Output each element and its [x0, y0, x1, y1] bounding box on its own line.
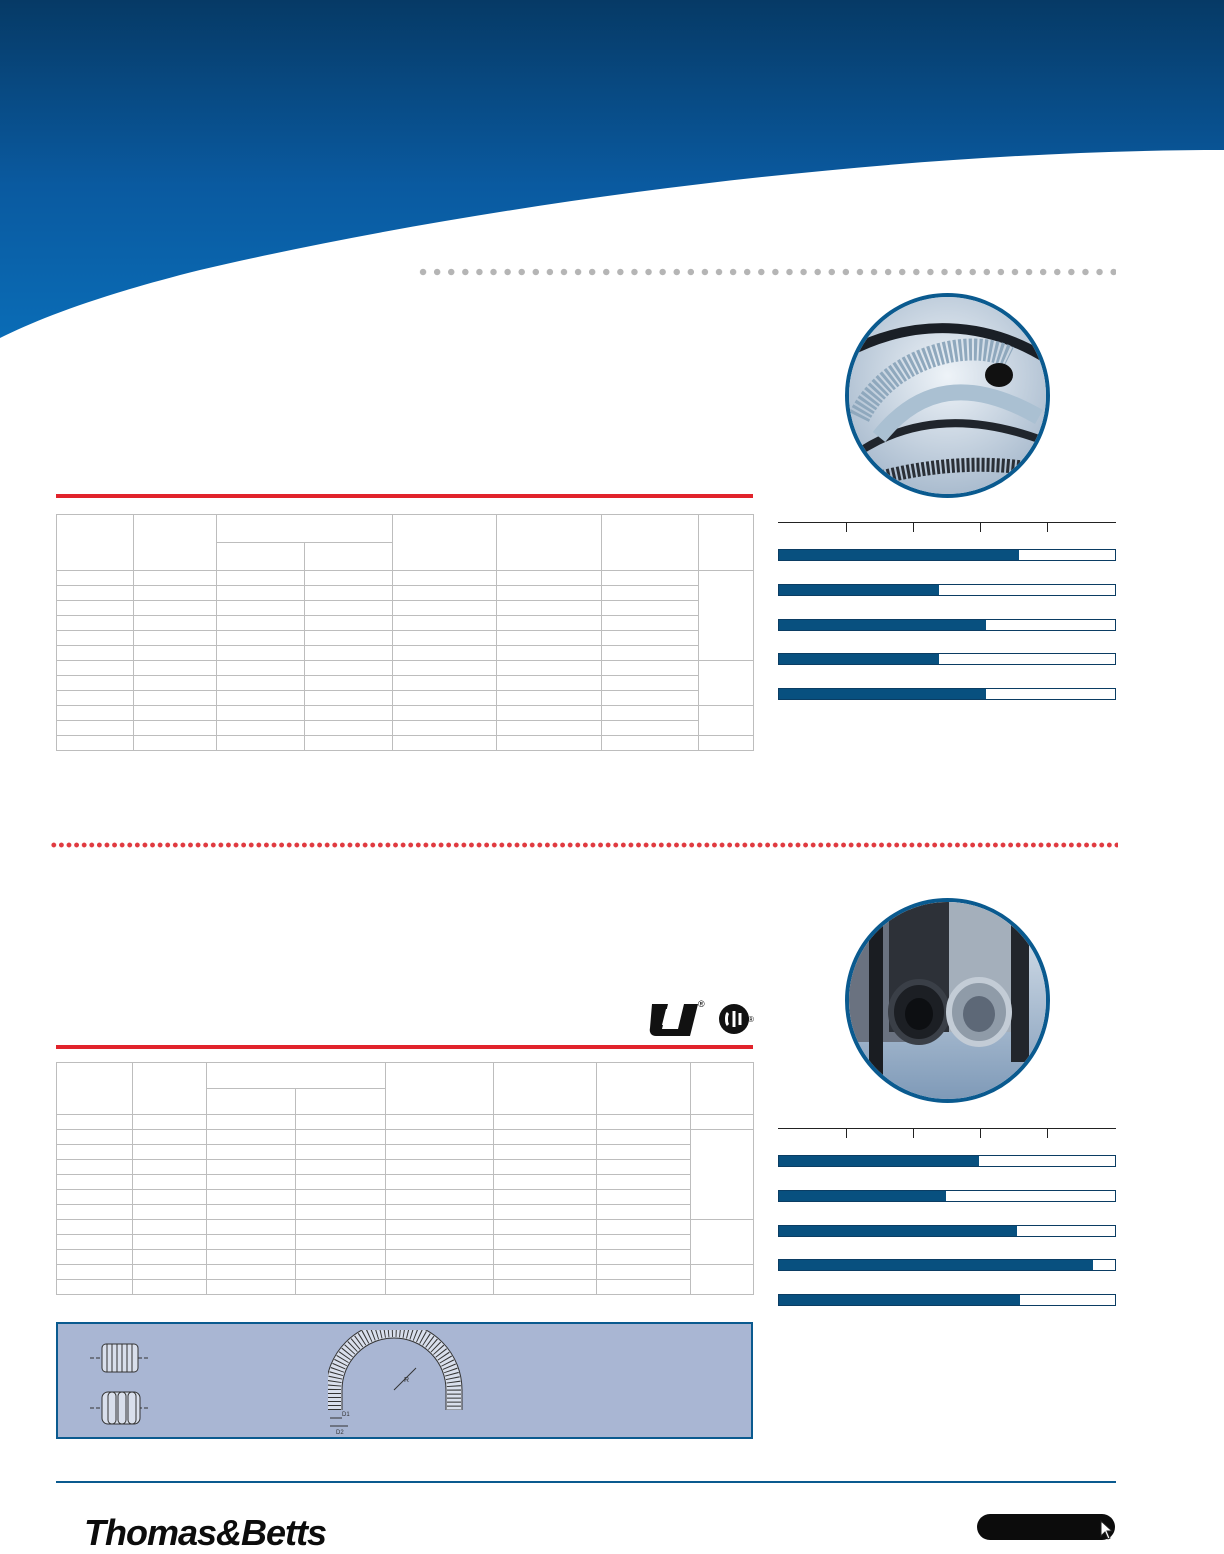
table-row [57, 571, 754, 586]
performance-bars-2 [778, 1128, 1116, 1313]
performance-bar-fill [779, 654, 939, 664]
header-cell [494, 1063, 597, 1115]
table-row [57, 616, 754, 631]
scale-tick [980, 1128, 981, 1138]
table-row [57, 631, 754, 646]
performance-bar-fill [779, 585, 939, 595]
conduit-profile-icon [90, 1338, 150, 1428]
table-row [57, 1205, 754, 1220]
header-cell [217, 543, 305, 571]
scale-tick [846, 522, 847, 532]
table-header-row [57, 515, 754, 543]
table-row [57, 601, 754, 616]
scale-tick [1047, 522, 1048, 532]
performance-bar-fill [779, 1260, 1093, 1270]
inner-diameter-label: D1 [342, 1412, 350, 1418]
performance-bar [778, 619, 1116, 631]
scale-axis [778, 1128, 1116, 1129]
table-row [57, 1175, 754, 1190]
performance-bar [778, 1155, 1116, 1167]
table-row [57, 1280, 754, 1295]
table-top-rule [56, 1045, 753, 1049]
performance-bar-fill [779, 689, 986, 699]
table-row [57, 1115, 754, 1130]
header-cell [207, 1089, 296, 1115]
table-row [57, 1160, 754, 1175]
header-cell [57, 515, 134, 571]
table-row [57, 676, 754, 691]
header-cell [296, 1089, 386, 1115]
table-row [57, 691, 754, 706]
header-cell [57, 1063, 133, 1115]
performance-bar [778, 1259, 1116, 1271]
conduit-photo [845, 898, 1050, 1103]
performance-bar-fill [779, 1156, 979, 1166]
section-divider-dotted [416, 268, 1116, 276]
table-row [57, 661, 754, 676]
table-row [57, 706, 754, 721]
performance-bar [778, 1190, 1116, 1202]
header-cell [207, 1063, 386, 1089]
scale-tick [846, 1128, 847, 1138]
header-cell [217, 515, 393, 543]
table-row [57, 586, 754, 601]
section-divider-red-dotted [50, 842, 1118, 848]
outer-diameter-label: D2 [336, 1430, 344, 1436]
scale-tick [1047, 1128, 1048, 1138]
performance-bar-fill [779, 1226, 1017, 1236]
registered-mark: ® [748, 1015, 754, 1024]
table-header-row [57, 1063, 754, 1089]
table-row [57, 1130, 754, 1145]
tubing-photo [845, 293, 1050, 498]
table-row [57, 1145, 754, 1160]
table-row [57, 646, 754, 661]
table-top-rule [56, 494, 753, 498]
scale-tick [980, 522, 981, 532]
performance-bar [778, 549, 1116, 561]
radius-label: R [404, 1377, 410, 1384]
header-cell [393, 515, 497, 571]
dimension-diagram-panel [56, 1322, 753, 1439]
table-row [57, 1220, 754, 1235]
performance-bar [778, 688, 1116, 700]
performance-bar-fill [779, 550, 1019, 560]
performance-bar [778, 653, 1116, 665]
scale-axis [778, 522, 1116, 523]
performance-bar [778, 1294, 1116, 1306]
bend-radius-diagram-icon [328, 1330, 468, 1436]
performance-bar-fill [779, 1295, 1020, 1305]
table-row [57, 1190, 754, 1205]
header-cell [699, 515, 754, 571]
ul-recognized-icon [648, 1001, 706, 1039]
header-cell [386, 1063, 494, 1115]
scale-tick [913, 522, 914, 532]
page-number-pill [977, 1514, 1115, 1540]
header-cell [602, 515, 699, 571]
table-row [57, 1250, 754, 1265]
header-cell [133, 1063, 207, 1115]
registered-mark: ® [698, 999, 705, 1009]
table-row [57, 721, 754, 736]
csa-certified-icon [718, 1001, 754, 1039]
merged-cell [699, 661, 754, 706]
footer-rule [56, 1481, 1116, 1483]
merged-cell [699, 571, 754, 661]
header-cell [597, 1063, 691, 1115]
pointer-cursor-icon [1100, 1520, 1114, 1540]
performance-bar [778, 584, 1116, 596]
header-cell [305, 543, 393, 571]
table-row [57, 1235, 754, 1250]
merged-cell [691, 1220, 754, 1265]
spec-table-2 [56, 1062, 754, 1295]
merged-cell [691, 1265, 754, 1295]
header-cell [691, 1063, 754, 1115]
performance-bar-fill [779, 1191, 946, 1201]
table-row [57, 1265, 754, 1280]
scale-tick [913, 1128, 914, 1138]
performance-bar-fill [779, 620, 986, 630]
header-cell [134, 515, 217, 571]
merged-cell [691, 1130, 754, 1220]
merged-cell [699, 706, 754, 736]
performance-bar [778, 1225, 1116, 1237]
header-swoosh [0, 0, 1224, 360]
header-cell [497, 515, 602, 571]
performance-bars-1 [778, 522, 1116, 707]
spec-table-1 [56, 514, 754, 751]
brand-logo: Thomas&Betts [84, 1512, 327, 1553]
table-row [57, 736, 754, 751]
